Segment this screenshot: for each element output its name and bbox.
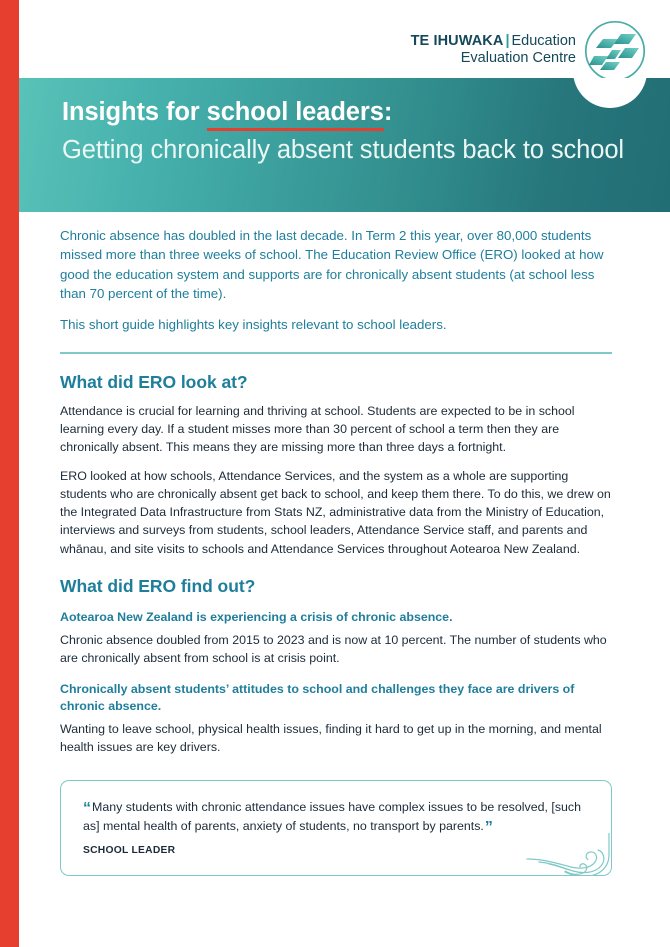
hero-title-suffix: :: [383, 98, 393, 126]
document-content: [60, 226, 612, 876]
intro-paragraph-2: This short guide highlights key insights relevant to school leaders.: [60, 316, 447, 332]
hero-title-emphasis: school leaders: [206, 98, 384, 126]
logo-divider: |: [505, 33, 510, 50]
ero-logo: [411, 20, 646, 82]
logo-education: Education: [511, 33, 576, 50]
quote-card: [60, 780, 612, 875]
quote-open-mark: “: [83, 800, 91, 818]
hero-banner: [19, 78, 670, 212]
finding-item: [60, 681, 612, 756]
hero-title-prefix: Insights for: [62, 98, 207, 126]
hero-title-block: [62, 97, 630, 166]
left-accent-bar: [0, 0, 19, 947]
hero-subtitle: Getting chronically absent students back to school: [62, 136, 624, 165]
finding-body: Wanting to leave school, physical health issues, finding it hard to get up in the morning, and mental health issues are key drivers.: [60, 722, 602, 755]
finding-item: [60, 609, 612, 667]
intro-paragraph-1: Chronic absence has doubled in the last decade. In Term 2 this year, over 80,000 students missed more than three weeks of school. The Education Review Office (ERO) looked at how good the education system and supports are for chronically absent students (at school less than 70 percent of the time).: [60, 228, 604, 302]
intro-block: [60, 226, 612, 334]
logo-evaluation-centre: Evaluation Centre: [460, 50, 576, 66]
finding-body: Chronic absence doubled from 2015 to 2023 and is now at 10 percent. The number of students who are chronically absent from school is at crisis point.: [60, 632, 607, 665]
logo-te-ihuwaka: TE IHUWAKA: [410, 33, 504, 50]
quote-text-line: [83, 798, 589, 835]
hero-title: [62, 97, 630, 127]
quote-body: Many students with chronic attendance issues have complex issues to be resolved, [such as] mental health of parents, anxiety of students, no transport by parents.: [83, 800, 582, 833]
finding-headline: Aotearoa New Zealand is experiencing a crisis of chronic absence.: [60, 609, 453, 624]
section-heading: What did ERO look at?: [60, 371, 248, 392]
ero-emblem-icon: [584, 20, 646, 82]
section-divider: [60, 352, 612, 353]
logo-line-primary: [411, 33, 576, 50]
quote-attribution: SCHOOL LEADER: [83, 844, 176, 856]
finding-headline: Chronically absent students’ attitudes to school and challenges they face are drivers of chronic absence.: [60, 681, 575, 714]
section-paragraph: Attendance is crucial for learning and thriving at school. Students are expected to be in school learning every day. If a student misses more than 30 percent of school a term then they are chronically absent. This means they are missing more than three days a fortnight.: [60, 403, 575, 454]
section-heading: What did ERO find out?: [60, 575, 256, 596]
section-what-did-ero-look-at: [60, 372, 612, 558]
quote-close-mark: ”: [484, 818, 493, 836]
section-what-did-ero-find-out: [60, 576, 612, 757]
logo-strip: [19, 0, 670, 78]
section-paragraph: ERO looked at how schools, Attendance Services, and the system as a whole are supporting students who are chronically absent get back to school, and keep them there. To do this, we drew on the Integrated Data Infrastructure from Stats NZ, administrative data from the Ministry of Education, interviews and surveys from students, school leaders, Attendance Service staff, and parents and whānau, and site visits to schools and Attendance Services throughout Aotearoa New Zealand.: [60, 469, 611, 556]
logo-wordmark: [411, 33, 584, 69]
